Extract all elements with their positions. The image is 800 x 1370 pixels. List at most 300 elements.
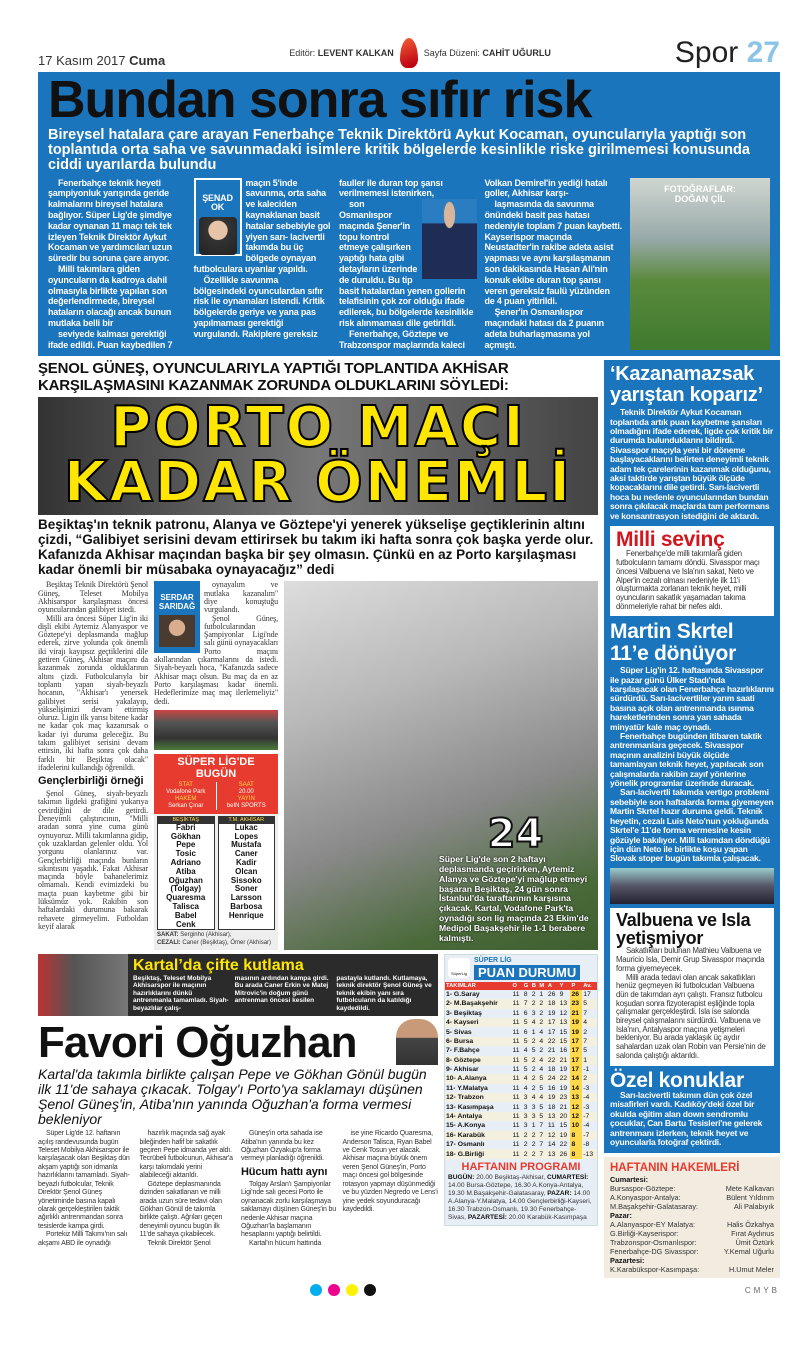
cell: 18 (547, 1066, 556, 1074)
cell: -1 (583, 1066, 590, 1074)
paragraph: Fenerbahçe'de milli takımlara giden futbolcuların tamamı döndü. Sivasspor maçı öncesi Valbuena ve Isla'nın sakat, Neto ve Alper'in cezalı olması nedeniyle ilk 11'i oluşturmakta zorlanan teknik heyet, milli oyuncuların sakatlık yaşamadan takıma dönmeleriyle rahat bir nefes aldı. (616, 549, 760, 611)
cell: 4 (523, 1047, 528, 1055)
paragraph: Göztepe deplasmanında dizinden sakatlanan ve milli arada uzun süre tedavi olan Gökhan Gönül de takımla birlikte çalıştı. Ağrıları geçen deneyimli oyuncu bugün ilk 11'de sahaya çıkabilecek. (139, 1180, 223, 1239)
cell: 2 (539, 1047, 544, 1055)
cell: 13 (547, 1149, 559, 1158)
cell: 9 (559, 990, 564, 998)
standings-row (445, 1037, 597, 1046)
cell: 4 (539, 1028, 544, 1036)
right-column (604, 360, 780, 1278)
referees-box: HAFTANIN HAKEMLERİ Cumartesi: Bursaspor-Göztepe: Mete Kalkavan A.Konyaspor-Antalya: Bülent Yıldırım M.Başakşehir-Galatasaray: Ali Palabıyık Pazar: A.Alanyaspor-EY Malatya: Halis Özkahya G.Birliği-Kayserispor: Fırat Aydınus Trabzonspor-Osmanlıspor: Ümit Öztürk Fenerbahçe-DG Sivasspor: Y.Kemal Uğurlu Pazartesi: K.Karabükspor-Kasımpaşa: H.Umut Meler (604, 1157, 780, 1278)
referee-match: A.Konyaspor-Antalya: (610, 1193, 681, 1203)
referee-day: Pazar: (610, 1211, 632, 1221)
cell: 24 (547, 1074, 559, 1083)
paragraph: Şenol Güneş, siyah-beyazlı takımın ligdeki grafiğini yukarıya çevirdiğini de dile getirdi. Deneyimli çalıştırıcının, "Milli aradan sonra yine cuma günü oynuyoruz. Milli takımlarına gidip, çok uzaklardan gelenler oldu. Yol yorgunu olanlarınız var. Gençlerbirliği maçında bunların sıkıntısını yaşadık. Fakat Akhisar maçında böyle bahanelerimiz olmamalı. Kendi evimizdeki bu maçta puan kaybetme gibi bir lüksümüz yok. Rakibin son haftalardaki durumuna bakarak rehavete girmeyelim. Futboldan keyif alarak (38, 789, 148, 931)
referee-match: Trabzonspor-Osmanlıspor: (610, 1238, 697, 1248)
column-header: M (538, 982, 546, 990)
paragraph: oynayalım ve mutlaka kazanalım" diye konuştuğu vurgulandı. (204, 580, 278, 615)
cell: 2 (531, 1141, 536, 1149)
column-header: B (531, 982, 539, 990)
columnist-photo (159, 615, 195, 647)
column-header: G (523, 982, 531, 990)
paragraph: Şener'in Osmanlıspor maçındaki hatası da 2 puanın adeta buharlaşmasına yol açmıştı. (484, 307, 604, 350)
fenerbahce-headline: Bundan sonra sıfır risk (48, 71, 592, 129)
cell: 14 (547, 1141, 556, 1149)
besiktas-training-photo (284, 581, 598, 949)
referee-match: K.Karabükspor-Kasımpaşa: (610, 1265, 700, 1275)
paragraph: Sarı-lacivertli takımda vertigo problemi sebebiyle son haftalarda forma giyemeyen Martin Skrtel hazır duruma geldi. Teknik heyetin, cezalı Luis Neto'nun yokluğunda Skrtel'e 11'de forma vermesine kesin gözüyle bakılıyor. Milli takımdan döndüğü için dün Neto ile birlikte koşu yapan Slovak stoper bugün takımla çalışacak. (610, 787, 774, 864)
program-item (468, 1214, 587, 1221)
cell: 11 (512, 1037, 523, 1046)
cell: 22 (547, 1037, 559, 1046)
cell: 13 (559, 999, 571, 1008)
referee-match: G.Birliği-Kayserispor: (610, 1229, 679, 1239)
player-name: Gökhan (170, 831, 201, 841)
cell: 12 (559, 1009, 568, 1017)
paragraph: Özellikle savunma bölgesindeki oyunculardan sıfır risk ile oynamaları istendi. Kritik bölgelerde geriye ve yana pas yapılmaması gerektiği vurgulandı. Rakiplere gereksiz fauller ile duran top şansı verilmemesi istenirken, (193, 177, 443, 339)
cell: 2 (531, 1066, 536, 1074)
cell: 2 (523, 1131, 531, 1140)
paragraph: laşmasında da savunma önündeki basit pas hatası nedeniyle toplam 7 puan kaybetti. Kayserispor maçında Neustadter'in rakibe adeta asist yapması ve aynı karşılaşmanın son dakikasında Hasan Ali'nin konuk ekibe duran top şansı veren gereksiz faulü yüzünden de 4 puan yitirildi. (484, 199, 622, 307)
kartal-celebration-story (38, 954, 438, 1017)
cell: 1 (531, 1122, 536, 1130)
cell: 7 (583, 1009, 588, 1017)
cell: 22 (547, 1056, 559, 1065)
cell: 2 (538, 999, 546, 1008)
paragraph: Milli takımlara giden oyuncuların da kadroya dahil olmasıyla birlikte yapılan son değerlendirmede, bireysel hataların olacağı ancak bunun mutlaka belli bir (48, 264, 172, 329)
section-page: Spor 27 (674, 36, 780, 69)
column-header: O (512, 982, 523, 990)
match-today-box: SÜPER LİG'DE BUGÜN STAT Vodafone Park HAKEM Serkan Çınar SAAT 20.00 YAYIN beIN SPORTS BEŞİKTAŞ Fabri Gökhan Pepe Tosic Adriano Atiba Oğuzhan (Tolgay) Quaresma Talisca Babel Cenk T.M. AKHİSAR Lukac Lopes Mustafa Caner Kadir Olcan Sissoko Soner Larsson Barbosa Henrique SAKAT: Serginho (Akhisar), CEZALI: Caner (Beşiktaş), Ömer (Akhisar) (154, 754, 278, 950)
cell: 4 (538, 1093, 546, 1102)
referee-row (610, 1220, 774, 1229)
cell: 11 (547, 1122, 555, 1130)
cell: 19 (559, 1066, 568, 1074)
cell: 1 (582, 1056, 597, 1065)
paragraph: Tolgay Arslan'ı Şampiyonlar Ligi'nde salı gecesi Porto ile oynanacak zorlu karşılaşmaya saklamayı düşünen Güneş'in bu nedenle Akhisar maçına Oğuzhan'la başlamanın hesaplarını yaptığı belirtildi. (241, 1180, 337, 1239)
cell: 7 (539, 1122, 544, 1130)
cell: -13 (582, 1149, 597, 1158)
cell: -8 (583, 1141, 590, 1149)
cell: 26 (570, 990, 582, 999)
standings-row (445, 1018, 597, 1027)
cell: 2 (531, 1149, 539, 1158)
program-matches: 14.00 A.Alanya-Y.Malatya, 14.00 Gençlerbirliği-Kayseri, 16.30 Trabzon-Osmanlı, 19.30 Fenerbahçe-Sivas, (448, 1189, 592, 1221)
cell: 16 (547, 1084, 556, 1092)
standings-row (445, 1149, 597, 1158)
cell: -7 (582, 1112, 597, 1121)
standings-row (445, 1065, 597, 1074)
player-name: Sissoko (230, 875, 262, 885)
cell: 2 (583, 1028, 588, 1036)
referee-row (610, 1184, 774, 1193)
paragraph: Beşiktaş Teknik Direktörü Şenol Güneş, Teleset Mobilya Akhisarspor karşılaşması öncesi oyuncularından galibiyet istedi. (38, 580, 148, 615)
fenerbahce-deck: Bireysel hatalara çare arayan Fenerbahçe Teknik Direktörü Aykut Kocaman, oyuncularıyla yaptığı son toplantıda orta saha ve savunmadaki isimlere kritik bölgelerde kesinlikle riske girilmemesi konusunda ciddi uyarılarda bulundu (48, 127, 750, 174)
standings-table (445, 982, 597, 1159)
program-day: CUMARTESİ: (546, 1173, 589, 1181)
referee-name: Halis Özkahya (726, 1220, 774, 1230)
cell: 19 (570, 1027, 582, 1036)
program-day: PAZARTESİ: (467, 1213, 507, 1221)
player-name: Caner (234, 849, 258, 859)
cell: 5 (523, 1037, 531, 1046)
cell: 2- M.Başakşehir (445, 999, 512, 1008)
standings-row (445, 1121, 597, 1130)
cell: 3 (523, 1103, 528, 1111)
kazanamazsak-headline: ‘Kazanamazsak yarıştan koparız’ (610, 363, 763, 406)
cell: 6 (523, 1009, 528, 1017)
cell: 22 (559, 1074, 571, 1083)
cell: 9- Akhisar (446, 1066, 479, 1074)
player-name: Tosic (175, 849, 196, 859)
cell: 5 (531, 1047, 536, 1055)
player-name: Oğuzhan (168, 875, 203, 885)
cell: 15 (559, 1037, 571, 1046)
cell: 5 (539, 1103, 544, 1111)
cell: 11 (512, 1028, 520, 1036)
besiktas-kicker: ŞENOL GÜNEŞ, OYUNCULARIYLA YAPTIĞI TOPLANTIDA AKHİSAR KARŞILAŞMASINI KAZANMAK ZORUNDA OLDUKLARINI SÖYLEDİ: (38, 360, 509, 395)
paragraph: pastayla kutlandı. Kutlamaya, teknik direktör Şenol Güneş ve teknik ekibin yanı sıra futbolcuların da katıldığı kaydedildi. (336, 974, 432, 1012)
paragraph: Şenol Güneş, futbolcularından Şampiyonlar Ligi'nde salı günü oynayacakları Porto maçını akıllarından çıkarmalarını da istedi. Siyah-beyazlı hoca, "Kafanızda sadece Akhisar maçı olsun. Bu maç da en az Porto karşılaşması kadar önemli. Hedeflerimize maç maç ilerlemeliyiz" dedi. (154, 613, 278, 706)
cell: 8- Göztepe (445, 1056, 512, 1065)
referee-row (610, 1265, 774, 1274)
cell: 13 (547, 1112, 559, 1121)
cell: 11 (512, 1149, 523, 1158)
paragraph: ise yine Ricardo Quaresma, Anderson Talisca, Ryan Babel ve Cenk Tosun yer alacak. Akhisar maçına büyük önem veren Şenol Güneş'in, Porto maçı öncesi gol bölgesinde rotasyon yapmayı düşünmediği ve bu yüzden Negredo ve Lens'i yine yedek soyunduracağı kaydedildi. (342, 1130, 438, 1213)
cell: 11 (512, 999, 523, 1008)
subheading: Gençlerbirliği örneği (38, 775, 144, 788)
kartal-headline: Kartal’da çifte kutlama (133, 956, 304, 974)
player-name: Pepe (176, 840, 196, 850)
standings-row (445, 1046, 597, 1055)
standings-row (445, 1056, 597, 1065)
paragraph: Sarı-lacivertli takımın dün çok özel misafirleri vardı. Kadıköy'deki özel bir okulda eğitim alan down sendromlu çocuklar, Can Bartu Tesisleri'ne gelerek antrenmanı izlerken, teknik heyet ve oyuncularla fotoğraf çektirdi. (610, 1090, 763, 1148)
bjk-col2 (154, 581, 278, 705)
player-name: Fabri (175, 822, 196, 832)
standings-row (445, 990, 597, 999)
referee-name: H.Umut Meler (728, 1265, 774, 1275)
cell: 19 (547, 1093, 559, 1102)
cell: 14- Antalya (445, 1112, 512, 1121)
paragraph: Milli ara öncesi Süper Lig'in iki dişli ekibi Aytemiz Alanyaspor ve Göztepe'yi deplasmanda mağlup ederek, zirve yolunda çok önemli iki virajı kayıpsız geçtiklerini dile getiren Güneş, Akhisar maçını da kazanmak zorunda olduklarının altını çizdi. Futbolcularıyla bir toplantı yapan siyah-beyazlı hocanın, "Akhisar'ı yenersek galibiyet serisi yakalayıp, yükselişimizi devam ettirmiş oluruz. Ligin ilk yarısı bitene kadar ne kadar çok maç kazanırsak o kadar iyi duruma geleceğiz. Bu takım galibiyet serisini devam ettirsin, iki hafta sonra çok daha farklı bir Beşiktaş olacak" ifadelerini kullandığı öğrenildi. (38, 613, 148, 772)
cell: 14 (570, 1084, 582, 1093)
cell: 23 (559, 1093, 571, 1102)
celebration-photo (38, 954, 128, 1017)
referee-name: Ali Palabıyık (733, 1202, 774, 1212)
player-name: (Tolgay) (170, 884, 201, 894)
cell: 1- G.Saray (446, 990, 480, 998)
cell: 19 (559, 1131, 571, 1140)
team-photo (154, 710, 278, 750)
cell: 21 (547, 1047, 556, 1055)
cell: 19 (559, 1084, 568, 1092)
cell: 5 (523, 1066, 528, 1074)
cell: 11 (512, 1066, 520, 1074)
paragraph: Kartal'ın hücum hattında (249, 1239, 322, 1247)
referee-day: Cumartesi: (610, 1175, 649, 1185)
player-name: Kadir (236, 857, 257, 867)
color-dot (310, 1284, 322, 1296)
cell: 3 (531, 1103, 536, 1111)
cell: 26 (559, 1149, 571, 1158)
subheading: Hücum hattı aynı (241, 1165, 328, 1178)
cell: 11 (512, 1122, 520, 1130)
masthead-credits: Editör: LEVENT KALKAN Sayfa Düzeni: CAHİT UĞURLU (289, 38, 551, 68)
player-name: Lopes (234, 831, 259, 841)
cell: 3 (523, 1122, 528, 1130)
column-header: Av. (582, 982, 597, 990)
cell: 17 (583, 990, 591, 998)
standings-row (445, 1074, 597, 1083)
referee-match: Fenerbahçe-DG Sivasspor: (610, 1247, 699, 1257)
cell: 7- F.Bahçe (446, 1047, 480, 1055)
player-name: Adriano (170, 857, 201, 867)
cell: 4 (539, 1066, 544, 1074)
paragraph: Süper Lig'in 12. haftasında Sivasspor ile pazar günü Ülker Stadı'nda karşılaşacak olan Fenerbahçe hazırlıklarını sürdürdü. Sarı-lacivertliler yarım saati basına açık olan antrenmanda ısınma hareketlerinden sonra yarı sahada minyatür kale maç oynadı. (610, 665, 774, 732)
standings-row (445, 1140, 597, 1149)
cell: 19 (547, 1009, 556, 1017)
fb-col4 (485, 199, 623, 350)
cell: 13 (559, 1018, 571, 1027)
player-name: Quaresma (166, 893, 206, 903)
cell: 10 (570, 1121, 582, 1130)
cell: 12 (570, 1112, 582, 1121)
standings-row (445, 1102, 597, 1111)
paragraph: hazırlık maçında sağ ayak bileğinden hafif bir sakatlık geçiren Pepe idmanda yer aldı. Tecrübeli futbolcunun, Akhisar'a karşı takımdaki yerini alabileceği aktarıldı. (139, 1130, 233, 1180)
referee-row (610, 1202, 774, 1211)
standings-row (445, 1009, 597, 1018)
cell: 11- Y.Malatya (446, 1084, 488, 1092)
player-name: Cenk (175, 919, 196, 929)
bjk-side-column (154, 581, 278, 949)
referee-row (610, 1193, 774, 1202)
cell: 11 (512, 1103, 520, 1111)
cell: 4 (531, 1018, 539, 1027)
referee-name: Y.Kemal Uğurlu (723, 1247, 774, 1257)
cell: 11 (512, 1018, 523, 1027)
cell: -3 (583, 1084, 590, 1092)
cell: 17 (570, 1065, 582, 1074)
columnist-box: ŞENAD OK (194, 178, 242, 256)
referee-row (610, 1229, 774, 1238)
cell: -3 (583, 1103, 590, 1111)
player-name: Babel (174, 910, 197, 920)
oguzhan-body (38, 1130, 438, 1248)
program-matches: 20.00 Karabük-Kasımpaşa (508, 1213, 587, 1221)
cell: 4 (531, 1093, 539, 1102)
referee-match: M.Başakşehir-Galatasaray: (610, 1202, 699, 1212)
cell: 4 (538, 1056, 546, 1065)
player-name: Henrique (228, 910, 264, 920)
cell: 15 (559, 1028, 568, 1036)
cmyk-mark: CMYB (744, 1285, 780, 1295)
issue-date: 17 Kasım 2017 Cuma (38, 53, 166, 68)
skrtel-photo (610, 868, 774, 904)
paragraph: seviyede kalması gerektiği ifade edildi. Puan kaybedilen 7 maçın 5'inde savunma, orta saha ve kaleciden kaynaklanan basit hatalar sebebiyle gol yiyen sarı- lacivertli takımda bu üç bölgede oynayan futbolculara uyarılar yapıldı. (48, 177, 331, 350)
cell: 3- Beşiktaş (446, 1009, 482, 1017)
column-header: P (570, 982, 582, 990)
standings-row (445, 1084, 597, 1093)
cell: 14 (570, 1074, 582, 1083)
cell: 4 (523, 1074, 531, 1083)
cell: 2 (531, 1074, 539, 1083)
cell: 18- G.Birliği (445, 1149, 512, 1158)
cell: 11 (512, 1009, 520, 1017)
referee-name: Fırat Aydınus (731, 1229, 774, 1239)
columnist-photo (199, 217, 237, 255)
cell: 6 (523, 1028, 528, 1036)
cell: 4 (523, 1084, 528, 1092)
cell: 11 (512, 990, 520, 998)
coach-photo (422, 199, 477, 279)
fenerbahce-story (38, 72, 780, 356)
cell: 3 (531, 1009, 536, 1017)
cell: 5 (523, 1018, 531, 1027)
cell: 11 (512, 1112, 523, 1121)
player-photo (396, 1019, 438, 1065)
cell: 15 (559, 1122, 568, 1130)
cell: 2 (531, 999, 539, 1008)
bjk-col1 (38, 581, 148, 949)
cell: 2 (531, 1037, 539, 1046)
paragraph: masının ardından kampa girdi. Bu arada Caner Erkin ve Matej Mitrovic'in doğum günü antrenman öncesi kesilen (234, 974, 329, 1005)
cell: 2 (531, 1084, 536, 1092)
player-name: Olcan (235, 866, 258, 876)
color-dot (346, 1284, 358, 1296)
player-name: Talisca (172, 901, 200, 911)
cell: 11 (512, 1131, 523, 1140)
cell: 3 (531, 1112, 539, 1121)
cell: 8 (523, 990, 528, 998)
cell: 19 (570, 1018, 582, 1027)
standings-row (445, 1112, 597, 1121)
cell: 16- Karabük (445, 1131, 512, 1140)
program-matches: 20.00 Beşiktaş-Akhisar, (476, 1173, 546, 1181)
cell: 16 (559, 1047, 568, 1055)
paragraph: Beşiktaş, Teleset Mobilya Akhisarspor ile maçının hazırlıklarını dünkü antrenmanla tamamladı. Siyah-beyazlılar çalış- (133, 974, 229, 1012)
columnist-box: SERDAR SARIDAĞ (154, 581, 200, 653)
cell: 8 (570, 1140, 582, 1149)
cell: 26 (547, 990, 556, 998)
valbuena-box: Valbuena ve Isla yetişmiyor Sakatlıkları bulunan Mathieu Valbuena ve Mauricio Isla, Demir Grup Sivasspor maçında forma giyemeyecek. Milli arada tedavi olan ancak sakatlıkları henüz geçmeyen iki futbolcudan Valbuena dün de takımdan ayrı çalıştı. Fransız futbolcu koşudan sonra fizyoterapist eşliğinde topla çalışmalar gerçekleştirdi. Isla ise salonda bireysel çalışmalarını sürdürdü. Valbuena ve Isla'nın, Antalyaspor maçına yetişmeleri bekleniyor. Bu arada yaklaşık üç aydır sahalardan uzak olan Robin van Persie'nin de salonda çalıştığı aktarıldı. (610, 908, 774, 1066)
cell: 13- Kasımpaşa (446, 1103, 494, 1111)
cell: 7 (582, 1037, 597, 1046)
cell: 2 (523, 1141, 528, 1149)
cell: 2 (531, 990, 536, 998)
referee-row (610, 1247, 774, 1256)
cell: 1 (531, 1028, 536, 1036)
paragraph: Milli arada tedavi olan ancak sakatlıkları henüz geçmeyen iki futbolcudan Valbuena dün de takımdan ayrı çalıştı. Fransız futbolcu koşudan sonra fizyoterapist eşliğinde topla çalışmalar gerçekleştirdi. Isla ise salonda bireysel çalışmalarını sürdürdü. Valbuena ve Isla'nın, Antalyaspor maçına yetişmeleri bekleniyor. Bu arada yaklaşık üç aydır sahalardan uzak olan Robin van Persie'nin de salonda çalıştığı aktarıldı. (616, 972, 766, 1060)
cell: 11 (512, 1084, 520, 1092)
cell: 17 (547, 1018, 559, 1027)
cell: 2 (531, 1056, 539, 1065)
cell: 17 (570, 1056, 582, 1065)
cell: 7 (523, 999, 531, 1008)
column-header: Y (559, 982, 571, 990)
column-header: TAKIMLAR (445, 982, 512, 990)
cell: 7 (538, 1149, 546, 1158)
paragraph: Fenerbahçe, Göztepe ve Trabzonspor maçlarında kaleci Volkan Demirel'in yediği hatalı goller, Akhisar karşı- (339, 177, 608, 350)
referee-name: Mete Kalkavan (725, 1184, 774, 1194)
cell: 3 (523, 1112, 531, 1121)
player-name: Mustafa (231, 840, 262, 850)
cell: -7 (582, 1131, 597, 1140)
page-header (38, 0, 780, 72)
program-item (448, 1174, 547, 1181)
page-footer (38, 1284, 780, 1296)
referee-row (610, 1238, 774, 1247)
cell: 5 (583, 1047, 588, 1055)
program-matches: 14.00 Bursa-Göztepe, 16.30 A.Konya-Antalya, 19.30 M.Başakşehir-Galatasaray, (448, 1181, 584, 1197)
cell: 17 (570, 1037, 582, 1046)
cell: 7 (538, 1131, 546, 1140)
flame-logo-icon (400, 38, 418, 68)
registration-marks (310, 1284, 376, 1296)
standings-row (445, 1131, 597, 1140)
main-column (38, 360, 598, 1248)
cell: 17- Osmanlı (446, 1141, 485, 1149)
stat-24-box: 24 Süper Lig'de son 2 haftayı deplasmanda geçirirken, Aytemiz Alanya ve Göztepe'yi mağlup etmeyi başaran Beşiktaş, 24 gün sonra İstanbul'da taraftarının karşısına çıkacak. Kartal, Vodafone Park'ta oynadığı son lig maçında 23 Ekim'de Medipol Başakşehir ile 1-1 berabere kalmıştı. (439, 810, 589, 943)
skrtel-headline: Martin Skrtel 11’e dönüyor (610, 620, 736, 665)
cell: 11 (512, 1093, 523, 1102)
cell: 18 (547, 1103, 556, 1111)
cell: 23 (570, 999, 582, 1008)
cell: 5 (538, 1074, 546, 1083)
referee-day: Pazartesi: (610, 1256, 645, 1266)
standings-row (445, 1093, 597, 1102)
cell: 2 (523, 1149, 531, 1158)
cell: 6- Bursa (445, 1037, 512, 1046)
paragraph: Sakatlıkları bulunan Mathieu Valbuena ve Mauricio Isla, Demir Grup Sivasspor maçında forma giyemeyecek. (616, 946, 765, 973)
paragraph: Fenerbahçe bugünden itibaren taktik antrenmanlara geçecek. Sivasspor maçının analizini büyük ölçüde tamamlayan teknik heyet, yapılacak son çalışmalarda rakibin zayıf yönlerine yönelik programlar üzerinde duracak. (610, 731, 764, 789)
cell: 4- Kayseri (445, 1018, 512, 1027)
cell: 4 (538, 1037, 546, 1046)
cell: 4 (582, 1018, 597, 1027)
cell: 20 (559, 1112, 571, 1121)
cell: 3 (523, 1093, 531, 1102)
program-day: PAZAR: (547, 1189, 572, 1197)
cell: 21 (559, 1056, 571, 1065)
oguzhan-headline: Favori Oğuzhan (38, 1018, 357, 1068)
besiktas-headline: PORTO MAÇI KADAR ÖNEMLİ (38, 397, 598, 515)
cell: 2 (531, 1131, 539, 1140)
player-name: Soner (234, 884, 258, 894)
player-name: Lukac (234, 822, 258, 832)
cell: 21 (570, 1009, 582, 1018)
cell: 11 (512, 1047, 520, 1055)
referee-match: Bursaspor-Göztepe: (610, 1184, 676, 1194)
cell: 7 (539, 1141, 544, 1149)
oguzhan-section (38, 954, 438, 1248)
program-day: BUGÜN: (448, 1173, 475, 1181)
super-lig-logo-icon: SüperLig (448, 958, 470, 978)
standings-row (445, 999, 597, 1008)
cell: 11 (512, 1141, 520, 1149)
cell: 5 (523, 1056, 531, 1065)
paragraph: Portekiz Milli Takımı'nın salı akşamı ABD ile oynadığı (38, 1231, 128, 1247)
cell: -4 (583, 1122, 590, 1130)
paragraph: Teknik Direktör Şenol (147, 1239, 211, 1247)
cell: 5- Sivas (446, 1028, 472, 1036)
cell: 5 (539, 1084, 544, 1092)
standings-row (445, 1027, 597, 1036)
milli-sevinc-box: Milli sevinç Fenerbahçe'de milli takımlara giden futbolcuların tamamı döndü. Sivasspor maçı öncesi Valbuena ve Isla'nın sakat, Neto ve Alper'in cezalı olması nedeniyle ilk 11'i oluşturmakta zorlanan teknik heyet, milli oyuncuların sakatlık yaşamadan takıma dönmeleriyle rahat bir nefes aldı. (610, 526, 774, 616)
player-name: Larsson (230, 893, 262, 903)
cell: 11 (512, 1056, 523, 1065)
color-dot (328, 1284, 340, 1296)
cell: 17 (570, 1046, 582, 1055)
player-name: Atiba (175, 866, 196, 876)
